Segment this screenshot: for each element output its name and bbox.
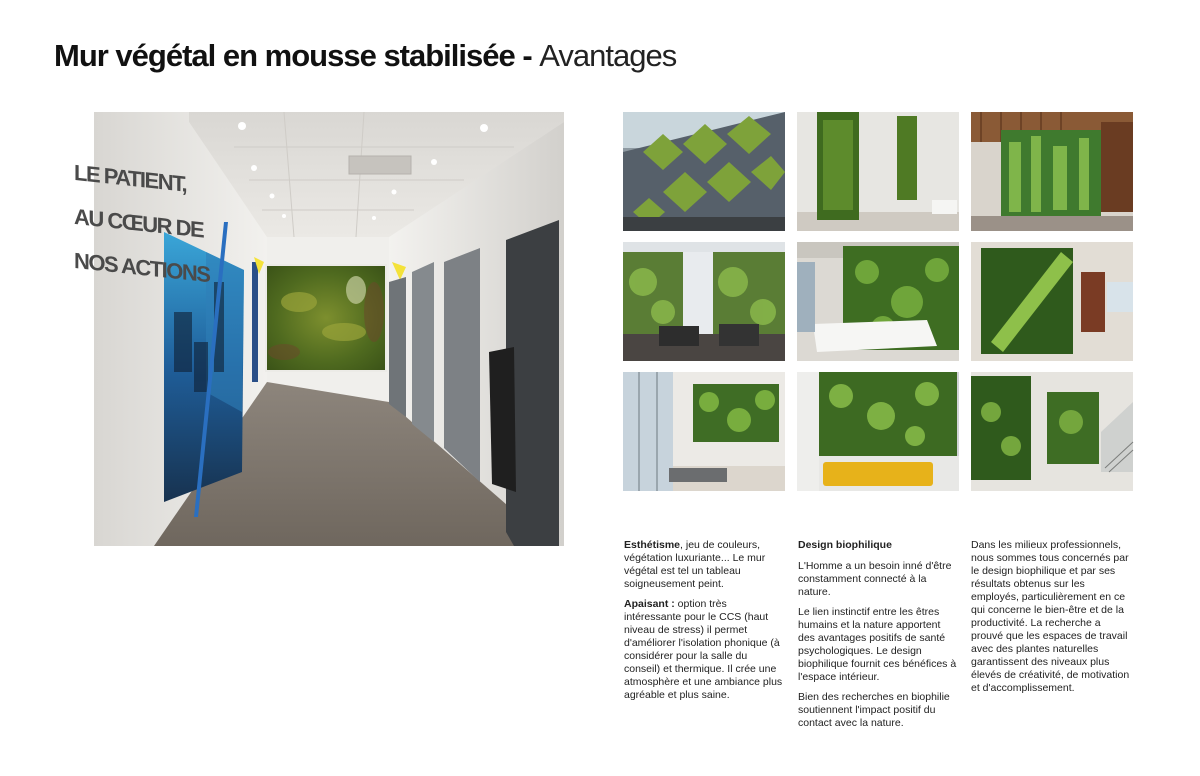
col3-paragraph-1: Dans les milieux professionnels, nous sommes tous concernés par le design biophilique et par ses résultats obtenus sur les employés, particulièrement en ce qui concerne le bien-être et de la productivité. La recherche a prouvé que les espaces de travail avec des plantes naturelles garantissent des niveaux plus élevés de créativité, de motivation et d'accomplissement. [971,539,1130,694]
apaisant-text: option très intéressante pour le CCS (haut niveau de stress) il permet d'améliorer l'isolation phonique (à considérer pour la salle du conseil) et thermique. Il crée une atmosphère et une ambiance plus agréable et plus saine. [624,598,783,701]
photo-9-atrium-green-walls [971,372,1133,491]
apaisant-label: Apaisant : [624,598,675,610]
photo-3-wood-slat-green-wall [971,112,1133,231]
photo-7-lobby-planter-wall [623,372,785,491]
apaisant-paragraph [624,598,786,702]
esthetisme-paragraph [624,539,786,591]
photo-5-reception-green-wall [797,242,959,361]
col2-paragraph-2: Le lien instinctif entre les êtres humains et la nature apportent des avantages positifs de santé psychologiques. Le design biophilique fournit ces bénéfices à l'espace intérieur. [798,606,957,683]
esthetisme-text: , jeu de couleurs, végétation luxuriante... Le mur végétal est tel un tableau soigneusement peint. [624,539,766,590]
col2-paragraph-1: L'Homme a un besoin inné d'être constamment connecté à la nature. [798,560,952,598]
wall-text-line-2: AU CŒUR DE [74,203,204,243]
photo-4-lounge-green-wall [623,242,785,361]
text-column-3 [971,539,1133,702]
wall-text-line-3: NOS ACTIONS [74,247,210,288]
wall-text-line-1: LE PATIENT, [74,159,187,197]
photo-1-diamond-moss-wall [623,112,785,231]
design-biophilique-heading: Design biophilique [798,539,892,551]
title-sub: Avantages [539,38,677,73]
photo-6-diagonal-green-wall [971,242,1133,361]
text-column-2 [798,539,960,737]
corridor-photo [74,112,564,546]
photo-2-white-wall-moss-panels [797,112,959,231]
col2-paragraph-3: Bien des recherches en biophilie soutiennent l'impact positif du contact avec la nature. [798,691,950,729]
photo-8-green-wall-yellow-sofa [797,372,959,491]
esthetisme-label: Esthétisme [624,539,681,551]
page-title [54,36,676,76]
text-column-1 [624,539,786,709]
title-main: Mur végétal en mousse stabilisée - [54,38,540,73]
